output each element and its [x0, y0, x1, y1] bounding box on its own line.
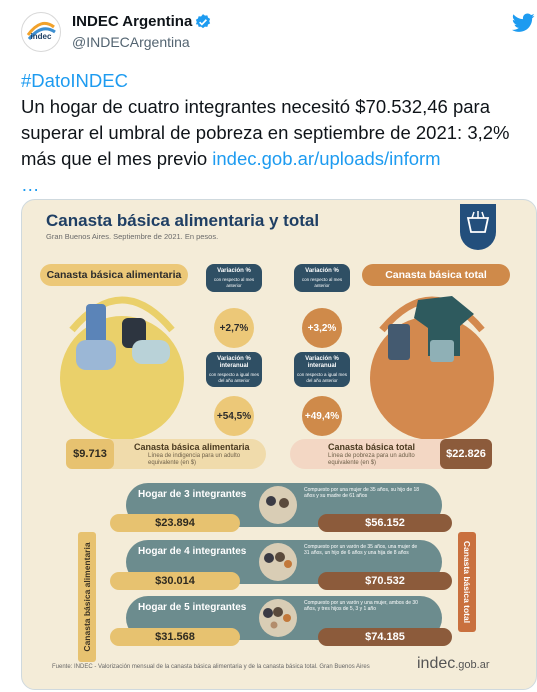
- phone-shape: [388, 324, 410, 360]
- household-cba-value: $31.568: [110, 628, 240, 646]
- infographic-card[interactable]: [21, 199, 537, 690]
- cart-logo-icon: [460, 204, 496, 250]
- source-note: Fuente: INDEC - Valorización mensual de la canasta básica alimentaria y de la canasta básica total. Gran Buenos Aires: [52, 664, 370, 670]
- cbt-monthly-value: +3,2%: [302, 308, 342, 348]
- household-cbt-value: $74.185: [318, 628, 452, 646]
- tweet-header: [0, 0, 537, 60]
- bottle-shape: [86, 304, 106, 344]
- family-icon: [256, 485, 300, 525]
- avatar[interactable]: [21, 12, 61, 52]
- var-interannual-title-right: Variación % interanual: [305, 356, 339, 369]
- household-label: Hogar de 5 integrantes: [138, 602, 247, 613]
- cbt-value: $22.826: [440, 439, 492, 469]
- cba-interannual-value: +54,5%: [214, 396, 254, 436]
- side-label-cba: [78, 532, 96, 662]
- household-cbt-value: $56.152: [318, 514, 452, 532]
- infographic-subtitle: Gran Buenos Aires. Septiembre de 2021. En pesos.: [46, 232, 219, 241]
- tweet-body: Un hogar de cuatro integrantes necesitó $70.532,46 para superar el umbral de pobreza en septiembre de 2021: 3,2% más que el mes previo: [21, 96, 510, 169]
- cbt-band-sub: Línea de pobreza para un adulto equivalente (en $): [328, 453, 415, 466]
- tweet-url-ellipsis[interactable]: …: [21, 174, 40, 195]
- kit-shape: [430, 340, 454, 362]
- var-monthly-desc: con respecto al mes anterior: [213, 277, 255, 288]
- cba-value: $9.713: [66, 439, 114, 469]
- family-icon: [256, 542, 300, 582]
- verified-badge-icon: [194, 13, 212, 31]
- household-desc: Compuesto por un varón y una mujer, ambos de 30 años, y tres hijos de 5, 3 y 1 año: [304, 600, 418, 612]
- var-interannual-desc-right: con respecto a igual mes del año anterior: [296, 372, 348, 383]
- tweet-url-link[interactable]: indec.gob.ar/uploads/inform: [212, 148, 441, 169]
- cbt-interannual-box: [294, 352, 350, 387]
- cbt-monthly-box: [294, 264, 350, 292]
- var-monthly-title-right: Variación %: [305, 268, 339, 274]
- household-label: Hogar de 3 integrantes: [138, 489, 247, 500]
- twitter-bird-icon[interactable]: [512, 13, 535, 33]
- cba-band-title: Canasta básica alimentaria: [134, 442, 250, 452]
- indec-brand: [417, 655, 490, 673]
- household-label: Hogar de 4 integrantes: [138, 546, 247, 557]
- household-cba-value: $30.014: [110, 572, 240, 590]
- cbt-interannual-value: +49,4%: [302, 396, 342, 436]
- display-name[interactable]: INDEC Argentina: [72, 13, 193, 30]
- tweet-text: [21, 68, 531, 198]
- side-label-cbt: [458, 532, 476, 632]
- hashtag-link[interactable]: #DatoINDEC: [21, 70, 128, 91]
- household-desc: Compuesto por una mujer de 35 años, su hijo de 18 años y su madre de 61 años: [304, 487, 420, 499]
- indec-logo-icon: [22, 13, 60, 51]
- household-desc: Compuesto por un varón de 35 años, una mujer de 31 años, un hijo de 6 años y una hija de 8 años: [304, 544, 418, 556]
- cba-header-pill: Canasta básica alimentaria: [40, 264, 188, 286]
- cba-monthly-value: +2,7%: [214, 308, 254, 348]
- handle[interactable]: @INDECArgentina: [72, 34, 190, 50]
- household-cba-value: $23.894: [110, 514, 240, 532]
- family-icon: [256, 598, 300, 638]
- side-label-cbt-text: Canasta básica total: [462, 540, 472, 624]
- cba-monthly-box: [206, 264, 262, 292]
- cba-band-sub: Línea de indigencia para un adulto equivalente (en $): [148, 453, 241, 466]
- bread-shape: [76, 340, 116, 370]
- cba-interannual-box: [206, 352, 262, 387]
- cba-band: [88, 439, 266, 469]
- brand-main: indec: [417, 655, 456, 672]
- cbt-band-title: Canasta básica total: [328, 442, 416, 452]
- brand-suffix: .gob.ar: [455, 659, 490, 671]
- var-interannual-title: Variación % interanual: [217, 356, 251, 369]
- household-cbt-value: $70.532: [318, 572, 452, 590]
- infographic-title: Canasta básica alimentaria y total: [46, 211, 320, 230]
- var-monthly-desc-right: con respecto al mes anterior: [301, 277, 343, 288]
- side-label-cba-text: Canasta básica alimentaria: [82, 542, 92, 652]
- fish-shape: [132, 340, 170, 364]
- avatar-text: indec: [30, 32, 52, 41]
- var-monthly-title: Variación %: [217, 268, 251, 274]
- var-interannual-desc: con respecto a igual mes del año anterior: [208, 372, 260, 383]
- cbt-header-pill: Canasta básica total: [362, 264, 510, 286]
